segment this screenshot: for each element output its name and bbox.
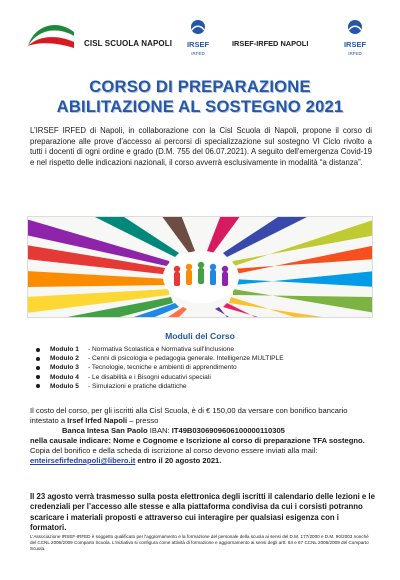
pencils-illustration <box>28 217 373 318</box>
irsef-logo-text: IRSEF <box>186 40 210 49</box>
bullet-icon <box>36 366 40 370</box>
list-item: Modulo 3 - Tecnologie, tecniche e ambienti di apprendimento <box>36 363 366 372</box>
colored-pencils-image <box>27 216 373 318</box>
calendar-notice: Il 23 agosto verrà trasmesso sulla posta elettronica degli iscritti il calendario delle lezioni e le credenziali per l’accesso alle stesse e alla piattaforma condivisa da cui i corsisti potranno scaricare i materiali proposti e attraverso cui interagire per qualsiasi esigenza con i formatori. <box>30 492 375 532</box>
list-item: Modulo 2 - Cenni di psicologia e pedagogia generale. Intelligenze MULTIPLE <box>36 354 366 363</box>
irsef-logo <box>340 17 370 61</box>
title-line-2: ABILITAZIONE AL SOSTEGNO 2021 <box>56 97 344 116</box>
cisl-name: CISL SCUOLA NAPOLI <box>84 39 173 48</box>
causale-text: nella causale indicare: Nome e Cognome e Iscrizione al corso di preparazione TFA sostegno. <box>30 436 365 445</box>
title-line-1: CORSO DI PREPARAZIONE <box>89 77 311 96</box>
list-item: Modulo 5 - Simulazioni e pratiche didattiche <box>36 382 366 391</box>
deadline: entro il 20 agosto 2021. <box>135 456 222 465</box>
irsef-name: IRSEF-IRFED NAPOLI <box>232 39 309 48</box>
copy-instructions: Copia del bonifico e della scheda di iscrizione al corso devono essere inviati alla mail: enteirsefirfednapoli@libero.it entro il 20 agosto 2021. <box>30 446 318 465</box>
cost-paragraph: Il costo del corso, per gli iscritti alla Cisl Scuola, è di € 150,00 da versare con bonifico bancario intestato a Irsef Irfed Napoli – presso <box>30 406 348 425</box>
modules-heading: Moduli del Corso <box>165 331 235 341</box>
modules-list <box>36 345 366 391</box>
header <box>0 0 400 70</box>
bank-details: Banca Intesa San Paolo IBAN: IT49B0306909606100000110305 <box>62 426 285 435</box>
list-item: Modulo 4 - Le disabilità e i Bisogni educativi speciali <box>36 373 366 382</box>
email-link[interactable]: enteirsefirfednapoli@libero.it <box>30 456 136 465</box>
cost-section <box>30 406 375 466</box>
iban-value: IT49B0306909606100000110305 <box>171 426 285 435</box>
irsef-logo-sub: IRFED <box>348 51 362 56</box>
irsef-logo-text: IRSEF <box>343 40 367 49</box>
bullet-icon <box>36 384 40 388</box>
irsef-logo <box>183 17 213 61</box>
bullet-icon <box>36 348 40 352</box>
intro-paragraph: L’IRSEF IRFED di Napoli, in collaborazione con la Cisl Scuola di Napoli, propone il corso di preparazione alle prove d’accesso ai percorsi di specializzazione sul sostegno VI Ciclo rivolto a tutti i docenti di ogni ordine e grado (D.M. 755 del 06.07.2021). A seguito dell'emergenza Covid-19 e nel rispetto delle indicazioni nazionali, il corso avverrà esclusivamente in modalità “a distanza”. <box>30 126 372 167</box>
page-title <box>0 77 400 117</box>
bank-name: Banca Intesa San Paolo <box>62 426 148 435</box>
bullet-icon <box>36 357 40 361</box>
cisl-logo <box>26 20 76 58</box>
bullet-icon <box>36 375 40 379</box>
footnote: L’Associazione IRSEF-IRFED è soggetto qualificato per l'aggiornamento e la formazione del personale della scuola ai sensi del D.M. 177/2000 e D.M. 90/2003 nonché del CCNL 2006/2009 Comparto Scuola. L'iniziativa si configura come attività di formazione e aggiornamento ai sensi degli artt. 64 e 67 CCNL 2006/2009 del Comparto Scuola. <box>30 534 369 552</box>
beneficiary: Irsef Irfed Napoli <box>67 416 128 425</box>
list-item: Modulo 1 - Normativa Scolastica e Normativa sull'Inclusione <box>36 345 366 354</box>
irsef-logo-sub: IRFED <box>191 51 205 56</box>
